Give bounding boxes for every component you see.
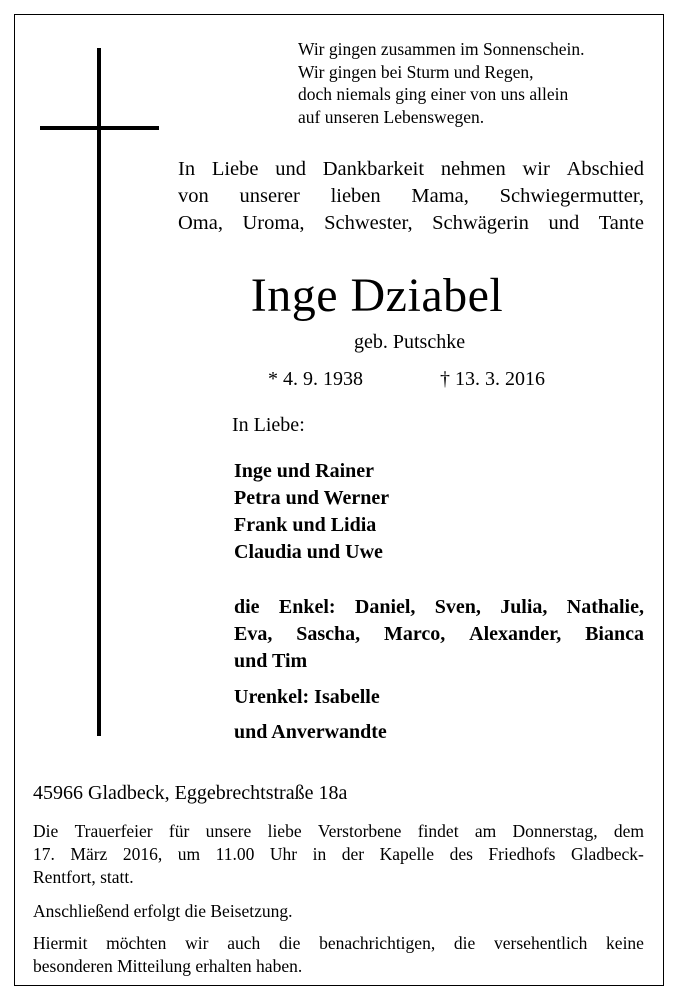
word: die — [453, 933, 476, 953]
word: Die — [33, 821, 59, 841]
grandchildren-line — [234, 594, 644, 621]
word: von — [178, 185, 209, 207]
word: Kapelle — [379, 844, 435, 864]
birth-name: geb. Putschke — [354, 331, 466, 353]
poem-line: doch niemals ging einer von uns allein — [298, 84, 569, 104]
word: unserer — [239, 185, 300, 207]
mourners-intro: In Liebe: — [232, 414, 305, 436]
address: 45966 Gladbeck, Eggebrechtstraße 18a — [33, 782, 348, 804]
word: März — [70, 844, 108, 864]
mourner-entry: Frank und Lidia — [234, 514, 377, 536]
word: um — [177, 844, 201, 864]
word: Sven, — [434, 596, 481, 618]
word: Abschied — [566, 158, 644, 180]
mourner-entry: Claudia und Uwe — [234, 541, 383, 563]
word: Liebe — [211, 158, 259, 180]
word: Schwägerin — [432, 212, 529, 234]
word: Friedhofs — [488, 844, 556, 864]
word: unsere — [205, 821, 252, 841]
word: Eva, — [234, 623, 273, 645]
children-list — [234, 458, 389, 566]
burial-notice: Anschließend erfolgt die Beisetzung. — [33, 901, 293, 921]
word: des — [449, 844, 473, 864]
poem — [298, 38, 585, 128]
grandchildren — [234, 594, 644, 675]
word: 2016, — [122, 844, 163, 864]
relatives: und Anverwandte — [234, 721, 387, 743]
poem-line: Wir gingen zusammen im Sonnenschein. — [298, 39, 585, 59]
word: Gladbeck- — [571, 844, 644, 864]
word: lieben — [330, 185, 381, 207]
word: für — [168, 821, 190, 841]
death-date: † 13. 3. 2016 — [440, 368, 545, 390]
poem-line: auf unseren Lebenswegen. — [298, 106, 485, 127]
notice-line — [33, 932, 644, 955]
intro-line — [178, 156, 644, 183]
intro-line — [178, 183, 644, 210]
mourner-entry: Petra und Werner — [234, 487, 390, 509]
ceremony-notice — [33, 820, 644, 889]
word: Marco, — [384, 623, 446, 645]
birth-date: * 4. 9. 1938 — [268, 368, 363, 390]
grandchildren-line — [234, 621, 644, 648]
ceremony-line — [33, 843, 644, 866]
life-dates — [268, 366, 545, 392]
word: nehmen — [440, 158, 506, 180]
word: Tante — [598, 212, 644, 234]
word: Enkel: — [278, 596, 336, 618]
word: Donnerstag, — [512, 821, 598, 841]
word: Alexander, — [469, 623, 562, 645]
word: wir — [522, 158, 550, 180]
word: 17. — [33, 844, 55, 864]
word: Sascha, — [296, 623, 361, 645]
word: Verstorbene — [317, 821, 402, 841]
notification-notice — [33, 932, 644, 978]
word: am — [474, 821, 497, 841]
word: Nathalie, — [566, 596, 644, 618]
word: und — [548, 212, 580, 234]
word: die — [234, 596, 260, 618]
notice-line: besonderen Mitteilung erhalten haben. — [33, 956, 303, 976]
poem-line: Wir gingen bei Sturm und Regen, — [298, 61, 534, 82]
word: Hiermit — [33, 933, 88, 953]
word: auch — [227, 933, 261, 953]
mourner-entry: Inge und Rainer — [234, 460, 375, 482]
farewell-intro — [178, 156, 644, 237]
word: Bianca — [585, 623, 644, 645]
word: Trauerfeier — [74, 821, 153, 841]
word: Uroma, — [242, 212, 305, 234]
intro-line — [178, 210, 644, 237]
word: Schwiegermutter, — [499, 185, 644, 207]
great-grandchildren: Urenkel: Isabelle — [234, 686, 380, 708]
word: Julia, — [500, 596, 548, 618]
word: liebe — [267, 821, 302, 841]
word: findet — [417, 821, 459, 841]
word: Daniel, — [354, 596, 416, 618]
grandchildren-line: und Tim — [234, 650, 308, 672]
word: dem — [613, 821, 644, 841]
word: in — [312, 844, 327, 864]
word: möchten — [106, 933, 167, 953]
word: Uhr — [269, 844, 298, 864]
ceremony-line — [33, 820, 644, 843]
word: In — [178, 158, 196, 180]
ceremony-line: Rentfort, statt. — [33, 867, 134, 887]
word: wir — [185, 933, 209, 953]
word: der — [341, 844, 365, 864]
word: versehentlich — [494, 933, 588, 953]
word: Dankbarkeit — [322, 158, 425, 180]
word: keine — [606, 933, 644, 953]
word: Oma, — [178, 212, 223, 234]
word: und — [275, 158, 306, 180]
word: Schwester, — [324, 212, 413, 234]
deceased-name: Inge Dziabel — [250, 269, 504, 322]
word: 11.00 — [215, 844, 255, 864]
word: die — [278, 933, 301, 953]
word: benachrichtigen, — [319, 933, 436, 953]
word: Mama, — [411, 185, 469, 207]
